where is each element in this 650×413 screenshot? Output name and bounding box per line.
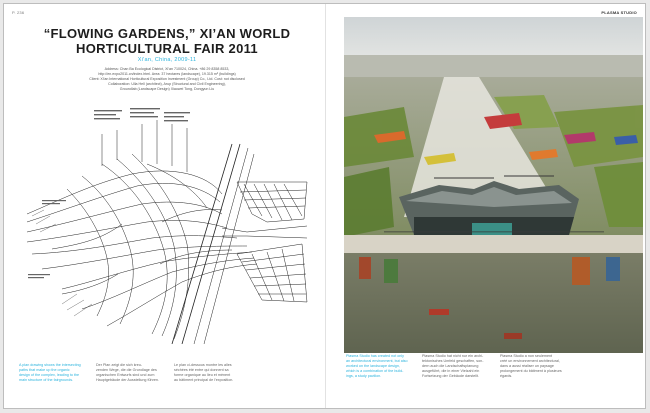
caption-line: A plan drawing shows the intersecting — [19, 363, 81, 367]
meta-line: Address: Chan Ba Ecological District, Xi'an 710024, China. +86 29 8358 8533, — [104, 67, 230, 71]
caption-line: au bâtiment principal de l'exposition. — [174, 378, 234, 382]
caption-line: tektonisches Umfeld geschaffen, son- — [422, 359, 484, 363]
caption-line: organischen Entwurfs sind und zum — [96, 373, 155, 377]
caption-line: which is a combination of the build- — [346, 369, 404, 373]
caption-line: égards. — [500, 374, 513, 378]
meta-line: Collaboration: Ulla Hell (architect), Arup (Structural and Civil Engineering), — [108, 82, 226, 86]
studio-name: PLASMA STUDIO — [601, 10, 637, 15]
meta-line: Client: Xi'an International Horticultural Exposition Investment (Group) Co., Ltd. Cost: not disclosed — [89, 77, 245, 81]
project-location-date: Xi'an, China, 2009-11 — [137, 57, 197, 63]
caption-line: design of the complex, leading to the — [19, 373, 80, 377]
photo-caption-de — [422, 354, 483, 379]
caption-line: Der Plan zeigt die sich kreu- — [96, 363, 143, 367]
plan-caption-en — [19, 363, 81, 383]
caption-line: an architectural environment, but also — [346, 359, 408, 363]
plan-caption-fr — [174, 363, 233, 383]
meta-line: Groundlab (Landscape Design) Xiaowei Tong, Dongyun Liu — [119, 87, 215, 91]
meta-line: http://en.expo2011.cn/index.html. Area: 37 hectares (landscape), 19.315 m² (buildings) — [98, 72, 236, 76]
project-title — [16, 26, 318, 56]
caption-line: séchées été entre qui donnent sa — [174, 368, 229, 372]
site-plan-drawing — [22, 104, 312, 344]
photo-caption-fr — [500, 354, 562, 379]
caption-line: dern auch die Landschaftsplanung — [422, 364, 479, 368]
caption-line: Plasma Studio a non seulement — [500, 354, 553, 358]
caption-line: ausgeführt, die in einer Vielzahl ein — [422, 369, 480, 373]
caption-line: Le plan ci-dessous montre les alles — [174, 363, 232, 367]
caption-line: zenden Wege, die die Grundlage des — [96, 368, 157, 372]
caption-line: prolongement du bâtiment à plusieurs — [500, 369, 562, 373]
magazine-spread — [3, 3, 646, 409]
caption-line: main structure of the fairgrounds. — [19, 378, 74, 382]
caption-line: dans a aussi réaliser un paysage — [500, 364, 554, 368]
caption-line: Plasma Studio has created not only — [346, 354, 405, 358]
plan-caption-de — [96, 363, 159, 383]
caption-line: Plasma Studio hat nicht nur ein archi- — [422, 354, 484, 358]
caption-line: ings, a study pavilion. — [346, 374, 382, 378]
page-gutter — [325, 4, 326, 408]
aerial-photo — [344, 17, 643, 353]
caption-line: Hauptgebäude der Ausstellung führen. — [96, 378, 159, 382]
caption-line: paths that make up the organic — [19, 368, 70, 372]
title-line-2: HORTICULTURAL FAIR 2011 — [76, 41, 258, 56]
title-line-1: “FLOWING GARDENS,” XI’AN WORLD — [43, 26, 291, 41]
photo-caption-en — [346, 354, 408, 379]
page-number: P. 236 — [12, 10, 25, 15]
caption-line: worked on the landscape design, — [346, 364, 400, 368]
project-meta — [64, 67, 270, 92]
caption-line: créé un environnement architectural, — [500, 359, 560, 363]
caption-line: forme organique au lieu et mènent — [174, 373, 231, 377]
caption-line: Fortsetzung der Gebäude darstellt. — [422, 374, 479, 378]
